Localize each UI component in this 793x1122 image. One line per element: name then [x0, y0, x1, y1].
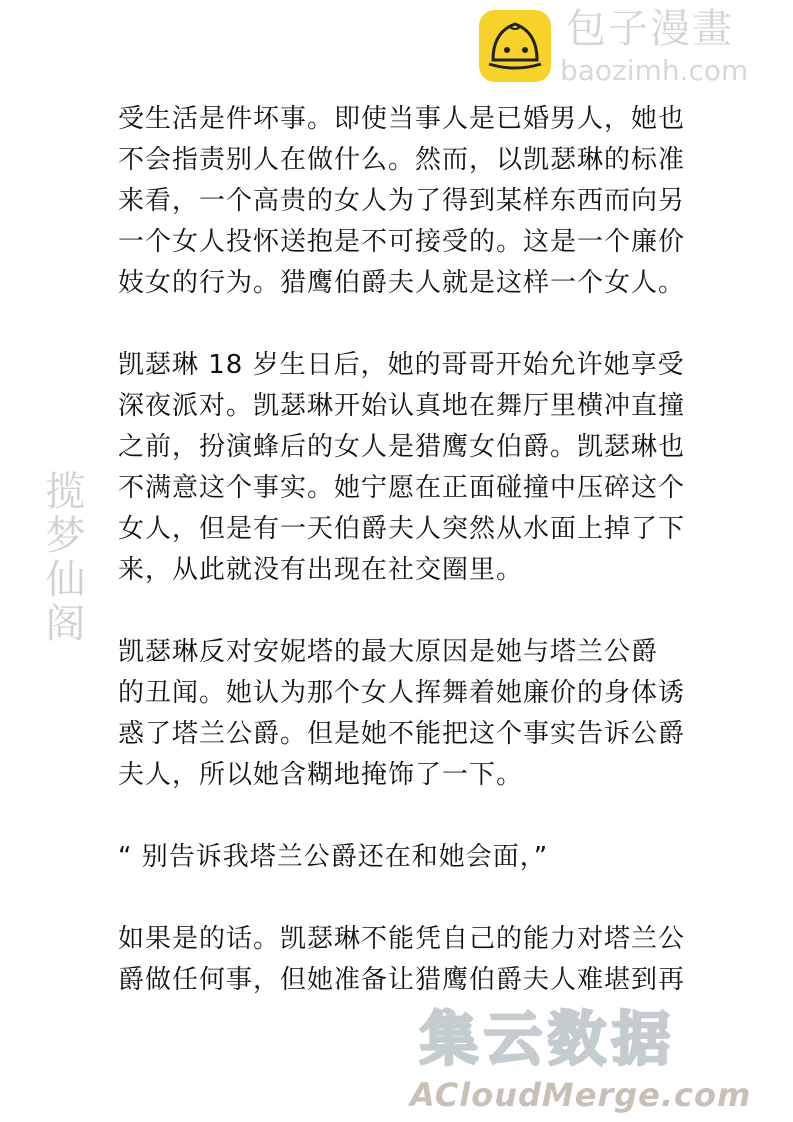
text-line: 凯瑟琳反对安妮塔的最大原因是她与塔兰公爵	[118, 637, 659, 667]
text-line: 来，从此就没有出现在社交圈里。	[118, 555, 524, 585]
logo-url: baozimh.com	[560, 54, 749, 87]
text-line: 爵做任何事，但她准备让猎鹰伯爵夫人难堪到再	[118, 965, 686, 995]
text-line: 凯瑟琳 18 岁生日后，她的哥哥开始允许她享受	[118, 350, 685, 380]
document-body	[118, 99, 718, 1001]
text-line: 之前，扮演蜂后的女人是猎鹰女伯爵。凯瑟琳也	[118, 432, 686, 462]
text-line: 一个女人投怀送抱是不可接受的。这是一个廉价	[118, 227, 686, 257]
text-line: 的丑闻。她认为那个女人挥舞着她廉价的身体诱	[118, 678, 686, 708]
text-line: 深夜派对。凯瑟琳开始认真地在舞厅里横冲直撞	[118, 391, 686, 421]
text-line: 不满意这个事实。她宁愿在正面碰撞中压碎这个	[118, 473, 686, 503]
paragraph	[118, 919, 718, 1001]
paragraph	[118, 345, 718, 591]
logo-text: 包子漫畫	[566, 6, 734, 52]
text-line: 惑了塔兰公爵。但是她不能把这个事实告诉公爵	[118, 719, 686, 749]
text-line: 夫人，所以她含糊地掩饰了一下。	[118, 760, 524, 790]
dialogue-paragraph	[118, 837, 718, 878]
text-line: 不会指责别人在做什么。然而，以凯瑟琳的标准	[118, 145, 686, 175]
dialogue-line: “ 别告诉我塔兰公爵还在和她会面，”	[118, 842, 549, 872]
text-line: 来看，一个高贵的女人为了得到某样东西而向另	[118, 186, 686, 216]
text-line: 如果是的话。凯瑟琳不能凭自己的能力对塔兰公	[118, 924, 686, 954]
text-line: 妓女的行为。猎鹰伯爵夫人就是这样一个女人。	[118, 268, 686, 298]
paragraph	[118, 632, 718, 796]
paragraph	[118, 99, 718, 304]
acloudmerge-watermark-cn: 集云数据	[420, 1005, 677, 1073]
text-line: 受生活是件坏事。即使当事人是已婚男人，她也	[118, 104, 686, 134]
text-line: 女人，但是有一天伯爵夫人突然从水面上掉了下	[118, 514, 686, 544]
baozi-logo-icon	[479, 10, 551, 82]
acloudmerge-watermark-en: ACloudMerge.com	[410, 1076, 752, 1114]
handwritten-watermark: 揽梦仙阁	[39, 470, 85, 646]
